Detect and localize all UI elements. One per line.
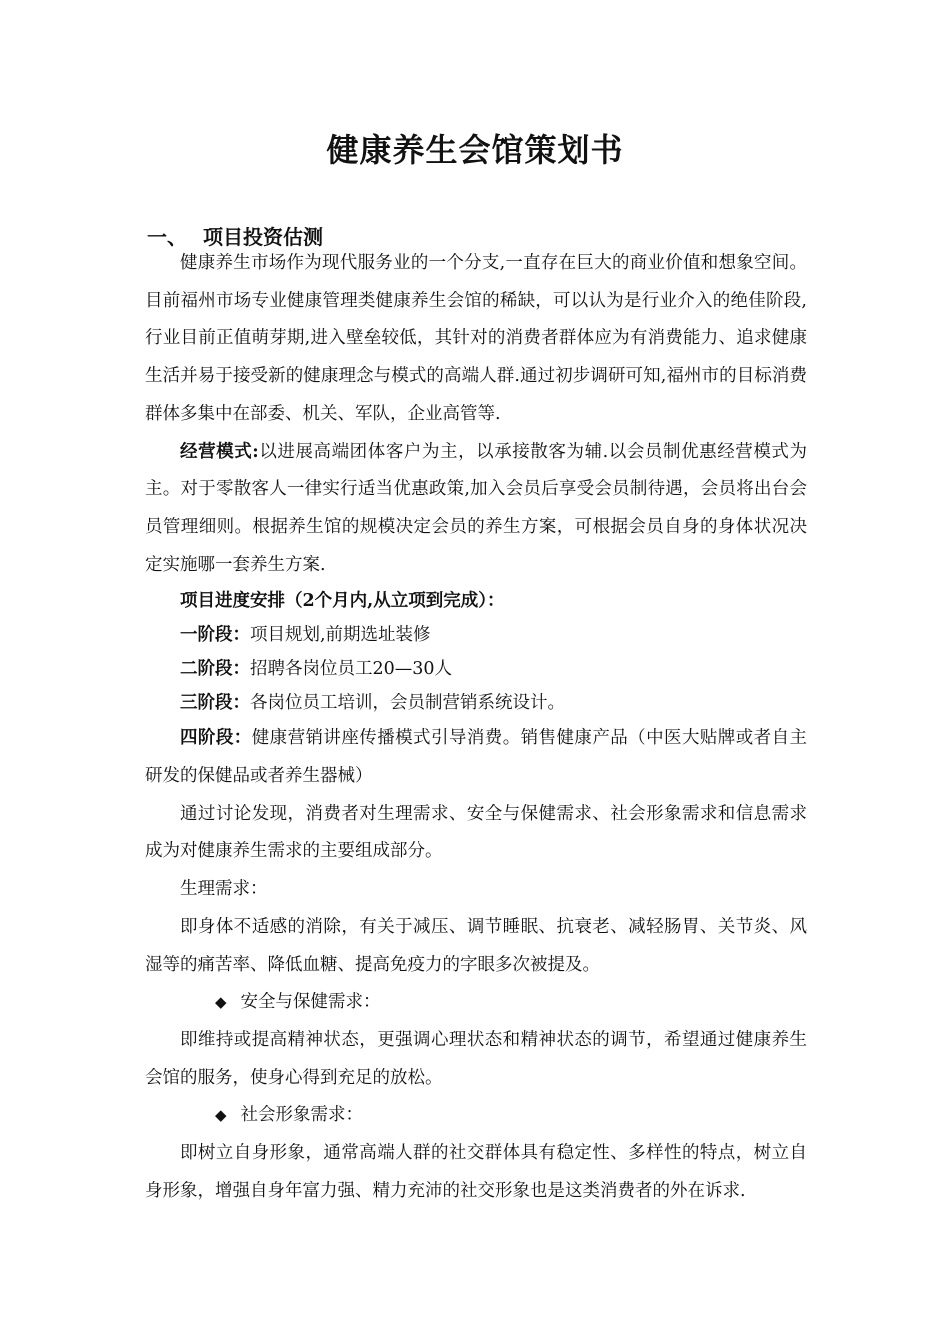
- need-social-heading-text: 社会形象需求：: [240, 1105, 364, 1126]
- diamond-bullet-icon: ◆: [215, 1106, 227, 1125]
- document-body: [145, 245, 807, 1210]
- document-title: 健康养生会馆策划书: [326, 131, 624, 169]
- diamond-bullet-icon: ◆: [215, 993, 227, 1012]
- stage-2-label: 二阶段：: [180, 659, 250, 680]
- need-social-text: 即树立自身形象，通常高端人群的社交群体具有稳定性、多样性的特点，树立自身形象，增强自身年富力强、精力充沛的社交形象也是这类消费者的外在诉求.: [145, 1143, 807, 1201]
- stage-3-text: 各岗位员工培训，会员制营销系统设计。: [250, 693, 565, 714]
- section-title: 项目投资估测: [203, 225, 323, 249]
- need-safety-heading: [145, 984, 807, 1022]
- stage-3: [145, 686, 807, 720]
- stage-3-label: 三阶段：: [180, 693, 250, 714]
- stage-2-text: 招聘各岗位员工20—30人: [250, 659, 453, 680]
- business-model-label: 经营模式:: [180, 441, 259, 462]
- stage-2: [145, 652, 807, 686]
- stage-4: [145, 720, 807, 795]
- paragraph-needs-summary: 通过讨论发现，消费者对生理需求、安全与保健需求、社会形象需求和信息需求成为对健康养生需求的主要组成部分。: [145, 803, 807, 862]
- need-safety-heading-text: 安全与保健需求：: [240, 992, 381, 1013]
- stage-4-text: 健康营销讲座传播模式引导消费。销售健康产品（中医大贴牌或者自主研发的保健品或者养生器械）: [145, 728, 808, 787]
- paragraph-business-model: [145, 434, 807, 585]
- schedule-heading: 项目进度安排（2个月内,从立项到完成）：: [180, 591, 505, 612]
- paragraph-market-overview: 健康养生市场作为现代服务业的一个分支,一直存在巨大的商业价值和想象空间。目前福州市场专业健康管理类健康养生会馆的稀缺，可以认为是行业介入的绝佳阶段,行业目前正值萌芽期,进入壁垒较低，其针对的消费者群体应为有消费能力、追求健康生活并易于接受新的健康理念与模式的高端人群.通过初步调研可知,福州市的目标消费群体多集中在部委、机关、军队，企业高管等.: [145, 253, 807, 424]
- business-model-text: 以进展高端团体客户为主，以承接散客为辅.以会员制优惠经营模式为主。对于零散客人一律实行适当优惠政策,加入会员后享受会员制待遇，会员将出台会员管理细则。根据养生馆的规模决定会员的养生方案，可根据会员自身的身体状况决定实施哪一套养生方案.: [145, 441, 807, 575]
- need-physiological-text: 即身体不适感的消除，有关于减压、调节睡眠、抗衰老、减轻肠胃、关节炎、风湿等的痛苦率、降低血糖、提高免疫力的字眼多次被提及。: [145, 916, 807, 975]
- need-social-heading: [145, 1097, 807, 1135]
- need-physiological-heading: 生理需求：: [180, 879, 268, 900]
- need-safety-text: 即维持或提高精神状态，更强调心理状态和精神状态的调节，希望通过健康养生会馆的服务，使身心得到充足的放松。: [145, 1029, 807, 1088]
- stage-1: [145, 618, 807, 652]
- section-number: 一、: [147, 225, 187, 249]
- stage-4-label: 四阶段：: [180, 728, 252, 749]
- stage-1-label: 一阶段：: [180, 625, 250, 646]
- stage-1-text: 项目规划,前期选址装修: [250, 625, 431, 646]
